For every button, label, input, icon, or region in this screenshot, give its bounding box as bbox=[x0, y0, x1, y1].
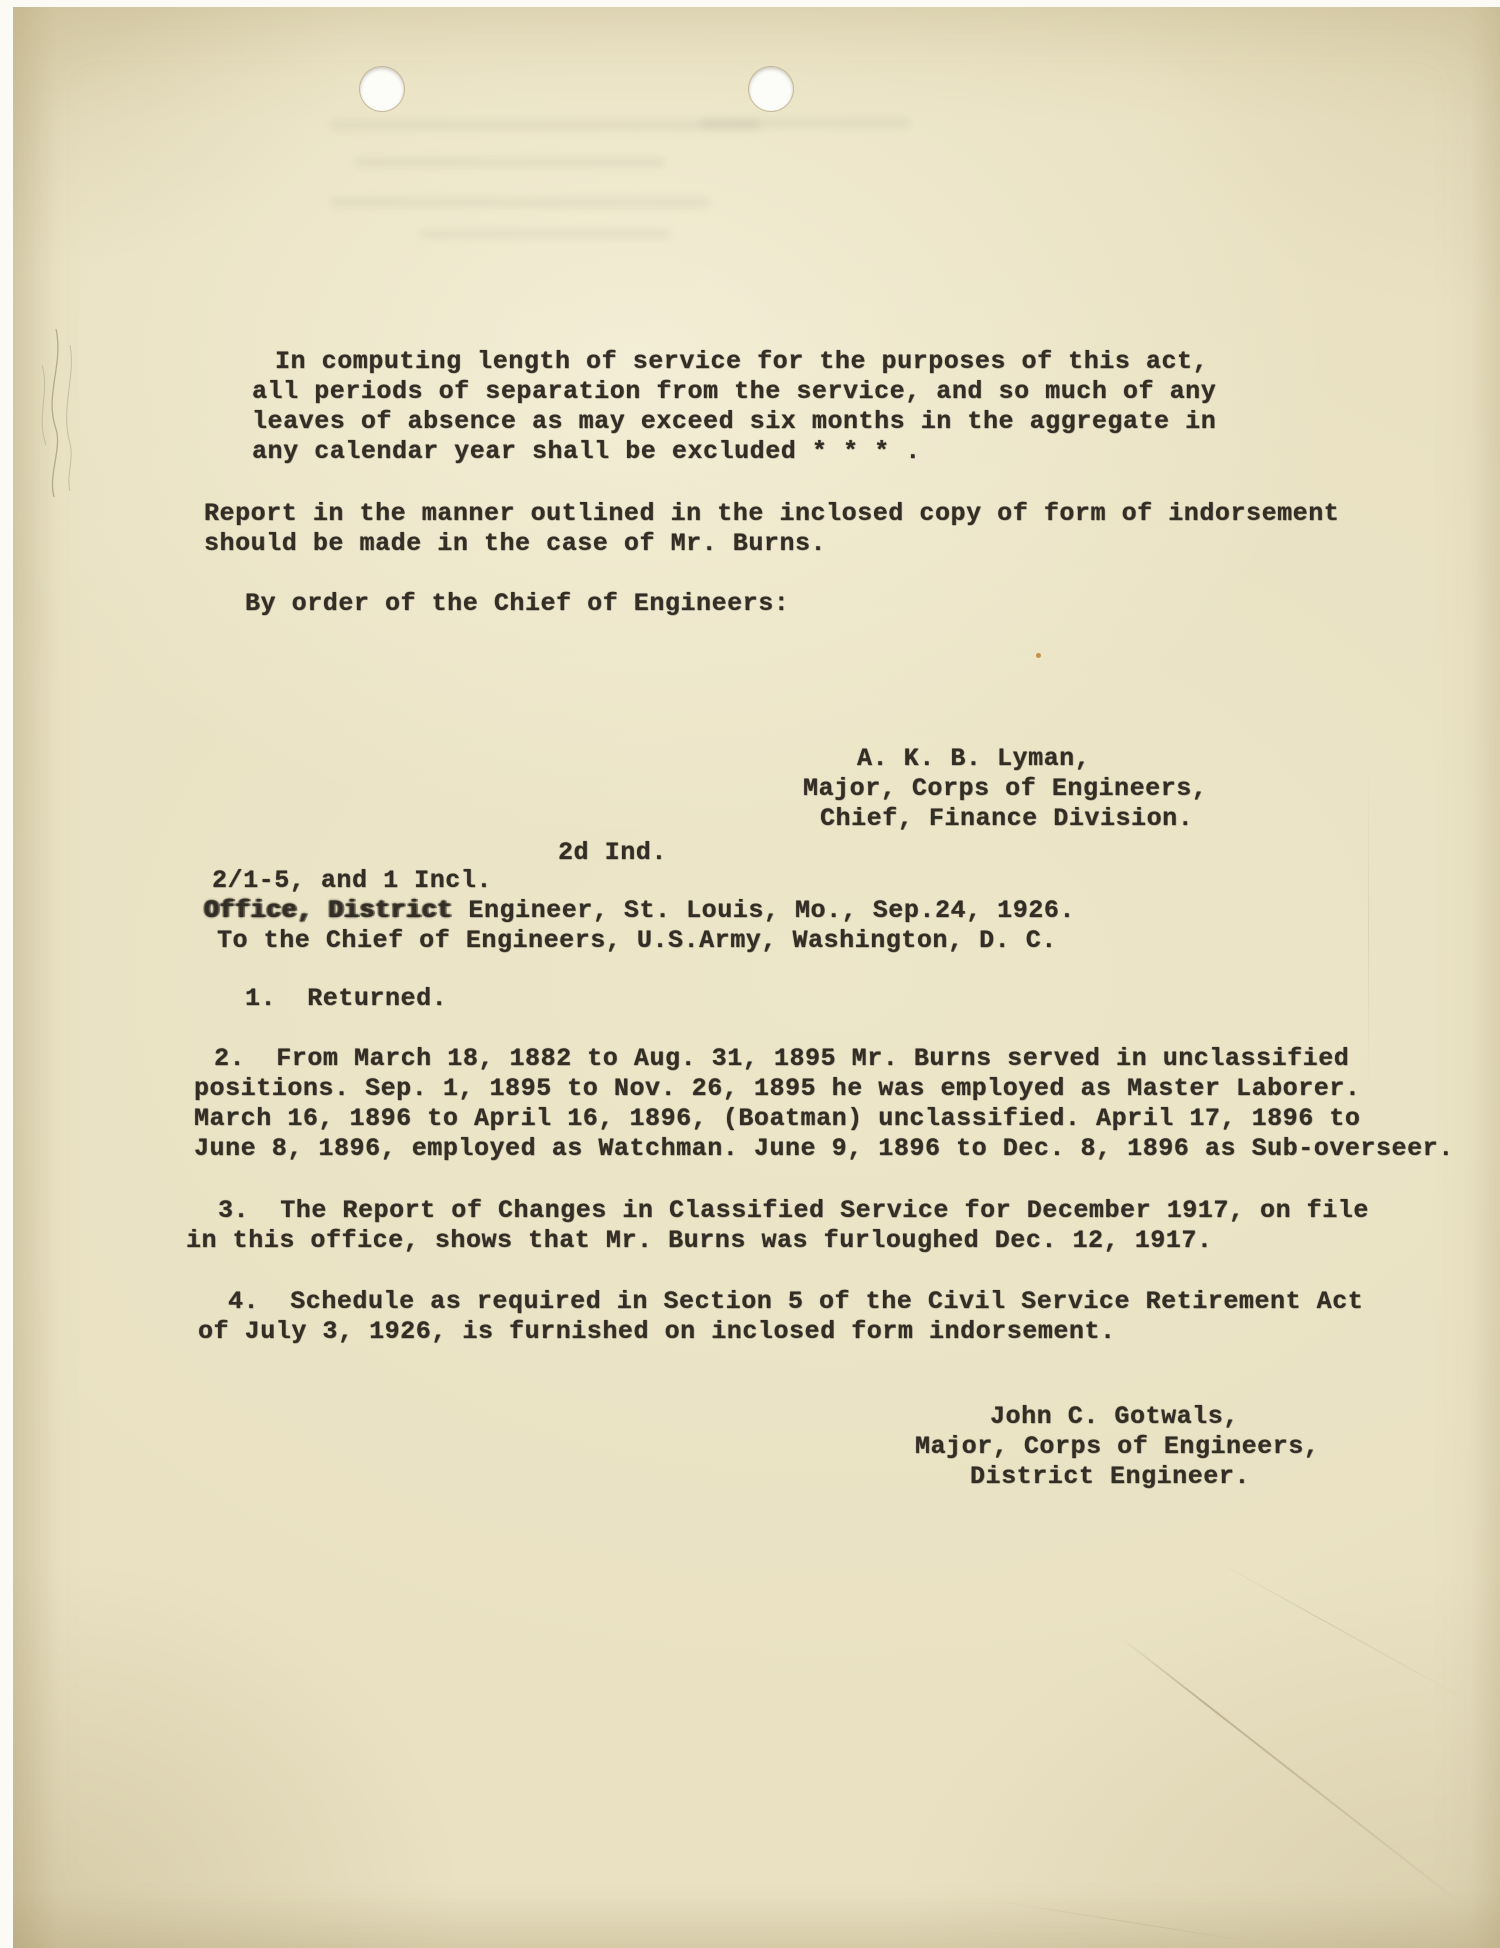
quote-block bbox=[252, 347, 1216, 467]
paper-fiber-marks bbox=[26, 325, 106, 505]
reference-line: 2/1-5, and 1 Incl. bbox=[212, 866, 492, 895]
bleedthrough-smudge bbox=[420, 230, 670, 238]
quote-line: all periods of separation from the service, and so much of any bbox=[252, 377, 1217, 406]
item-3-paragraph bbox=[186, 1196, 1369, 1256]
report-note-line: Report in the manner outlined in the inclosed copy of form of indorsement bbox=[204, 499, 1340, 528]
lyman-signature-rank: Major, Corps of Engineers, bbox=[803, 774, 1208, 803]
bleedthrough-smudge bbox=[355, 158, 665, 167]
bleedthrough-smudge bbox=[700, 118, 910, 128]
item-2-paragraph bbox=[194, 1044, 1454, 1164]
lyman-signature-title: Chief, Finance Division. bbox=[820, 804, 1194, 833]
office-date-line bbox=[204, 896, 1075, 926]
rust-speck bbox=[1036, 653, 1041, 658]
punch-hole-left bbox=[360, 67, 404, 111]
gotwals-signature-title: District Engineer. bbox=[970, 1462, 1250, 1491]
indorsement-heading: 2d Ind. bbox=[558, 838, 667, 867]
gotwals-signature-rank: Major, Corps of Engineers, bbox=[915, 1432, 1320, 1461]
office-overstrike: Office, District bbox=[204, 896, 453, 925]
item-2-line: June 8, 1896, employed as Watchman. June 9, 1896 to Dec. 8, 1896 as Sub-overseer. bbox=[194, 1134, 1454, 1163]
report-note-line: should be made in the case of Mr. Burns. bbox=[204, 529, 827, 558]
quote-line: In computing length of service for the purposes of this act, bbox=[275, 347, 1209, 376]
report-note bbox=[204, 499, 1339, 559]
office-rest: Engineer, St. Louis, Mo., Sep.24, 1926. bbox=[452, 896, 1075, 925]
paper-sheet bbox=[13, 7, 1500, 1948]
item-2-line: March 16, 1896 to April 16, 1896, (Boatman) unclassified. April 17, 1896 to bbox=[194, 1104, 1361, 1133]
quote-line: any calendar year shall be excluded * * * . bbox=[252, 437, 921, 466]
bleedthrough-smudge bbox=[330, 198, 710, 207]
bleedthrough-smudge bbox=[330, 120, 760, 130]
item-2-line: positions. Sep. 1, 1895 to Nov. 26, 1895 he was employed as Master Laborer. bbox=[194, 1074, 1361, 1103]
punch-hole-right bbox=[749, 67, 793, 111]
item-3-line: 3. The Report of Changes in Classified Service for December 1917, on file bbox=[218, 1196, 1369, 1225]
quote-line: leaves of absence as may exceed six months in the aggregate in bbox=[252, 407, 1217, 436]
to-line: To the Chief of Engineers, U.S.Army, Washington, D. C. bbox=[217, 926, 1057, 955]
gotwals-signature-name: John C. Gotwals, bbox=[990, 1402, 1239, 1431]
item-4-line: 4. Schedule as required in Section 5 of the Civil Service Retirement Act bbox=[228, 1287, 1364, 1316]
item-4-line: of July 3, 1926, is furnished on inclosed form indorsement. bbox=[198, 1317, 1116, 1346]
by-order-line: By order of the Chief of Engineers: bbox=[245, 589, 790, 618]
item-4-paragraph bbox=[198, 1287, 1363, 1347]
item-1-returned: 1. Returned. bbox=[245, 984, 448, 1013]
item-2-line: 2. From March 18, 1882 to Aug. 31, 1895 Mr. Burns served in unclassified bbox=[214, 1044, 1350, 1073]
lyman-signature-name: A. K. B. Lyman, bbox=[857, 744, 1091, 773]
item-3-line: in this office, shows that Mr. Burns was furloughed Dec. 12, 1917. bbox=[186, 1226, 1213, 1255]
